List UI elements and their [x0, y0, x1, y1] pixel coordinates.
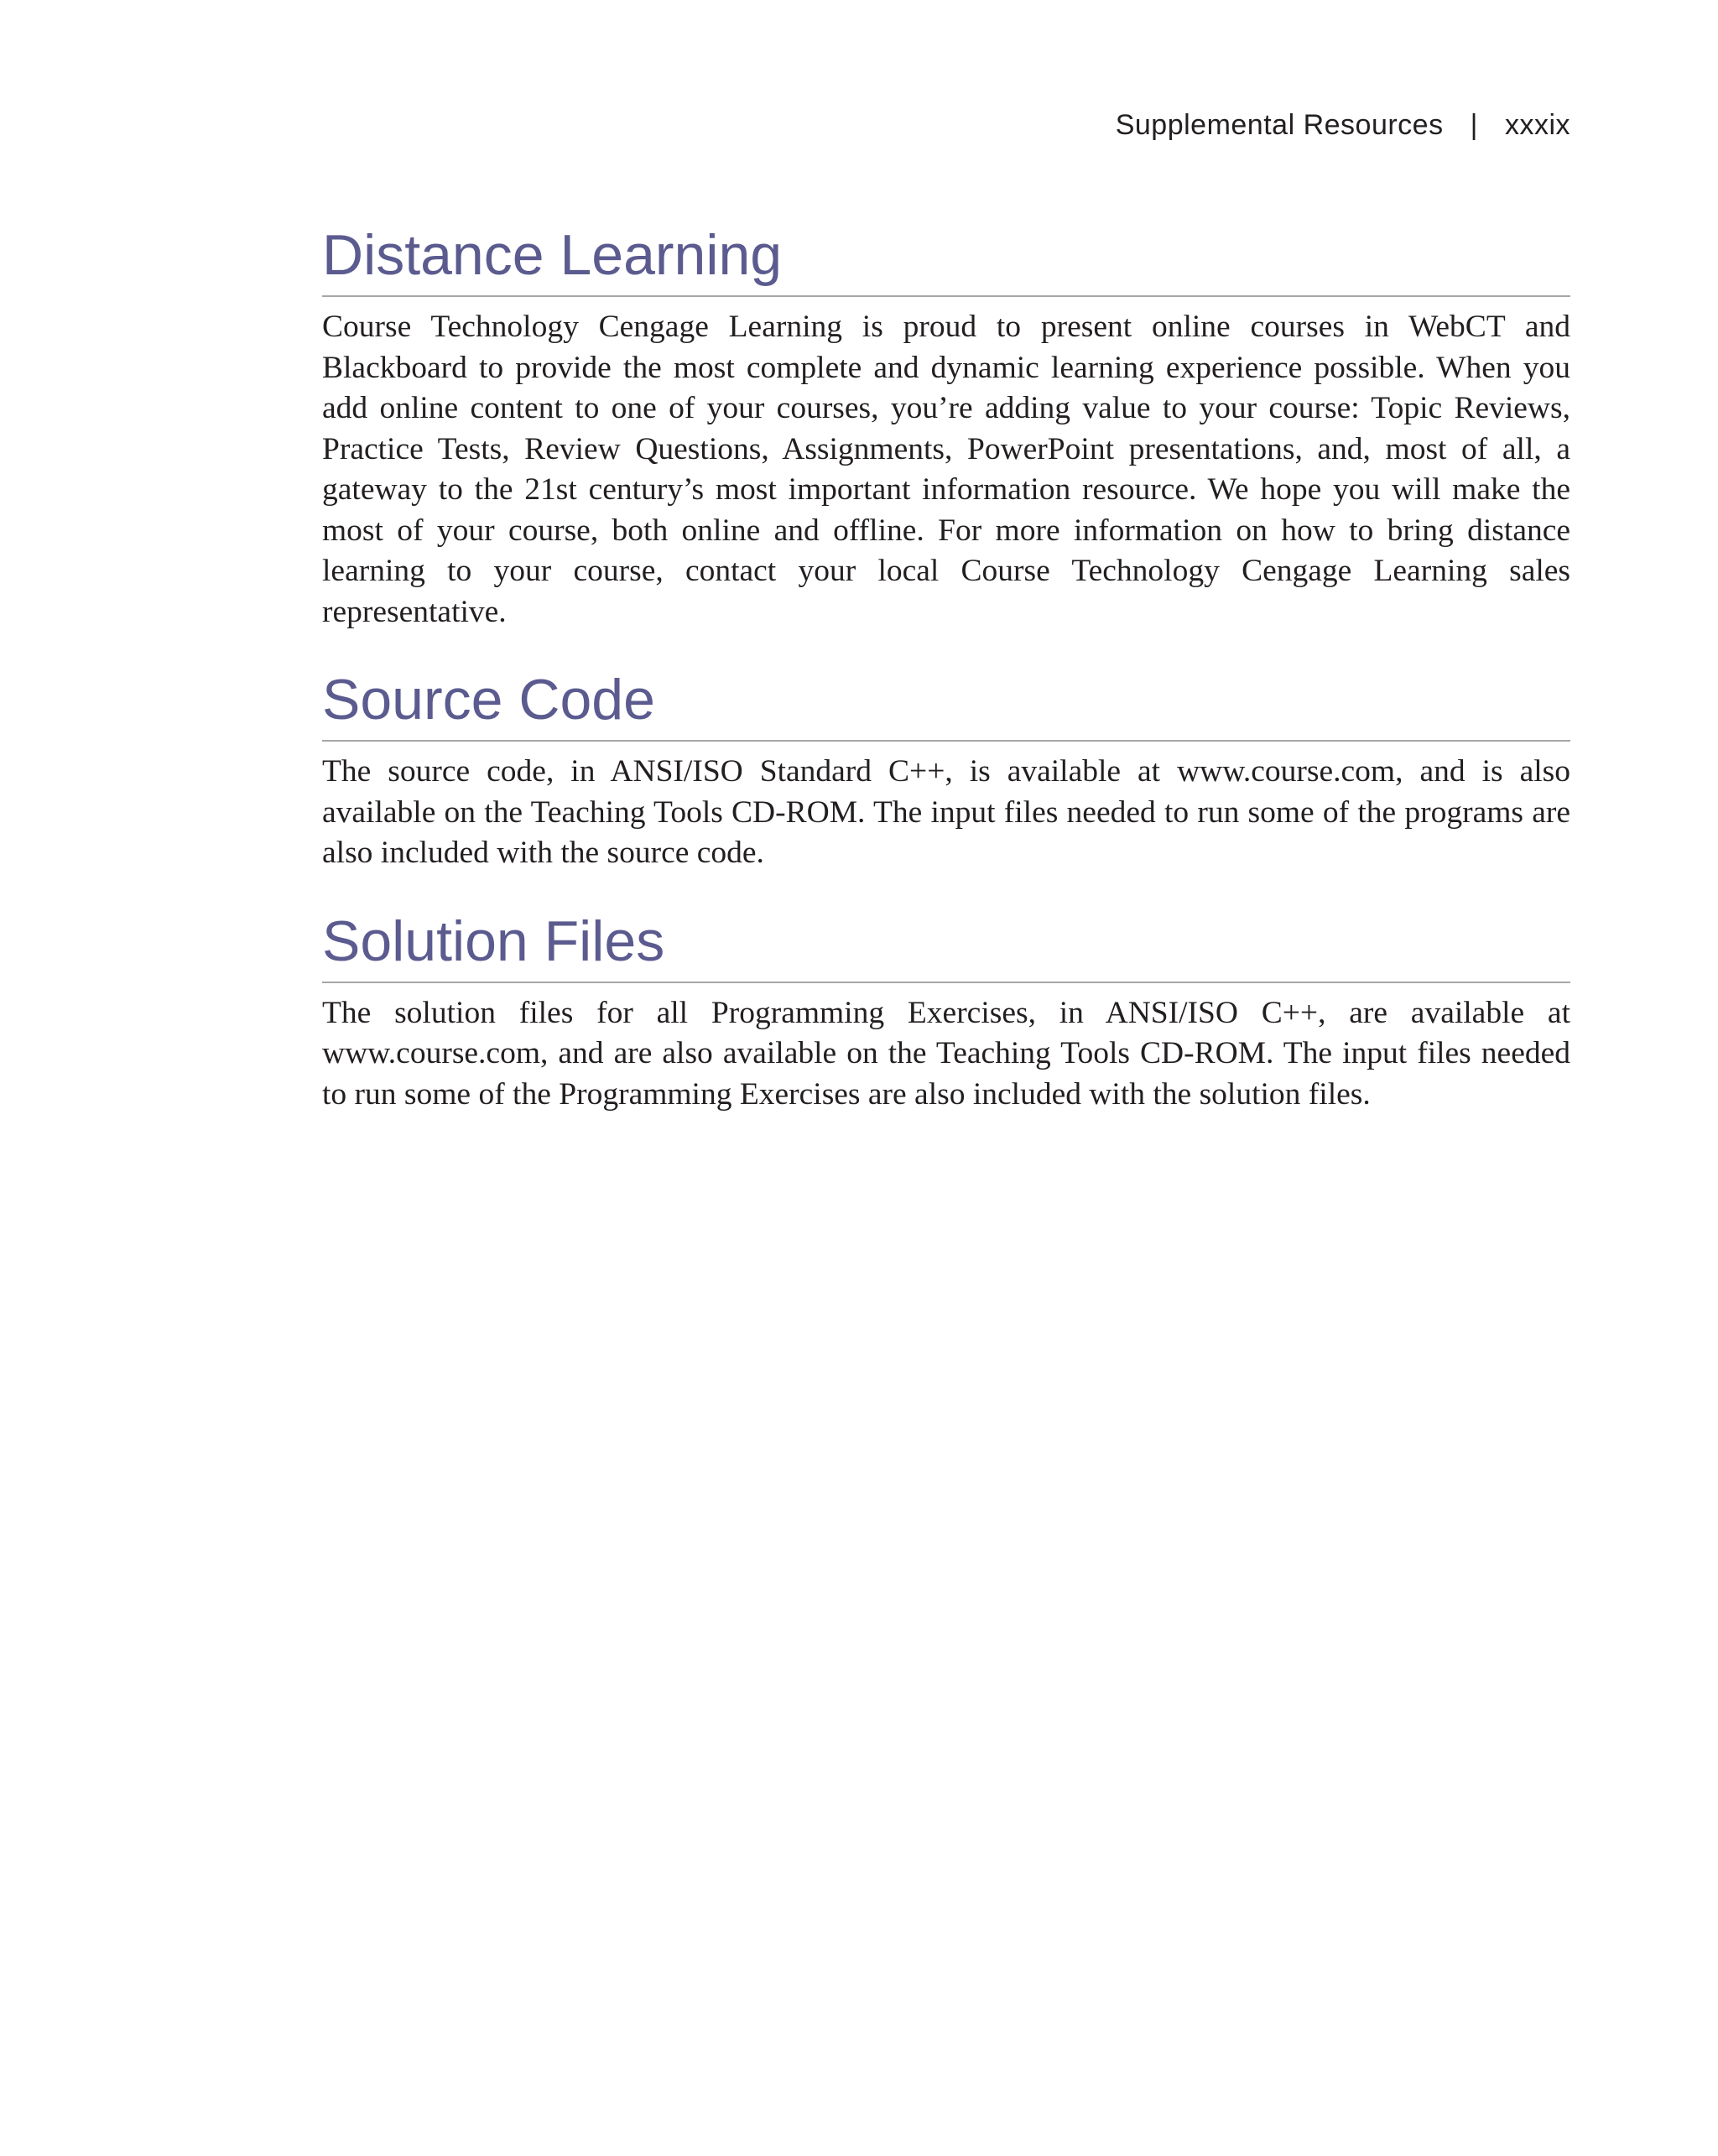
page-number: xxxix [1504, 109, 1570, 141]
section-paragraph: The solution files for all Programming Exercises, in ANSI/ISO C++, are available at www.course.com, and are also available on the Teaching Tools CD-ROM. The input files needed to run some of the Programming Exercises are also included with the solution files. [322, 995, 1570, 1112]
section-title: Source Code [322, 664, 1570, 742]
section-title: Solution Files [322, 906, 1570, 983]
running-head [1116, 109, 1570, 142]
section-paragraph: Course Technology Cengage Learning is proud to present online courses in WebCT and Blackboard to provide the most complete and dynamic learning experience possible. When you add online content to one of your courses, you’re adding value to your course: Topic Reviews, Practice Tests, Review Questions, Assignments, PowerPoint presentations, and, most of all, a gateway to the 21st century’s most important information resource. We hope you will make the most of your course, both online and offline. For more information on how to bring distance learning to your course, contact your local Course Technology Cengage Learning sales representative. [322, 310, 1570, 629]
running-head-separator: | [1470, 109, 1478, 141]
section-source-code [322, 664, 1570, 874]
section-solution-files [322, 906, 1570, 1116]
section-title: Distance Learning [322, 220, 1570, 297]
page-content [322, 220, 1570, 1115]
running-head-section: Supplemental Resources [1115, 109, 1444, 141]
section-paragraph: The source code, in ANSI/ISO Standard C++, is available at www.course.com, and is also available on the Teaching Tools CD-ROM. The input files needed to run some of the programs are also included with the source code. [322, 754, 1570, 870]
section-distance-learning [322, 220, 1570, 633]
